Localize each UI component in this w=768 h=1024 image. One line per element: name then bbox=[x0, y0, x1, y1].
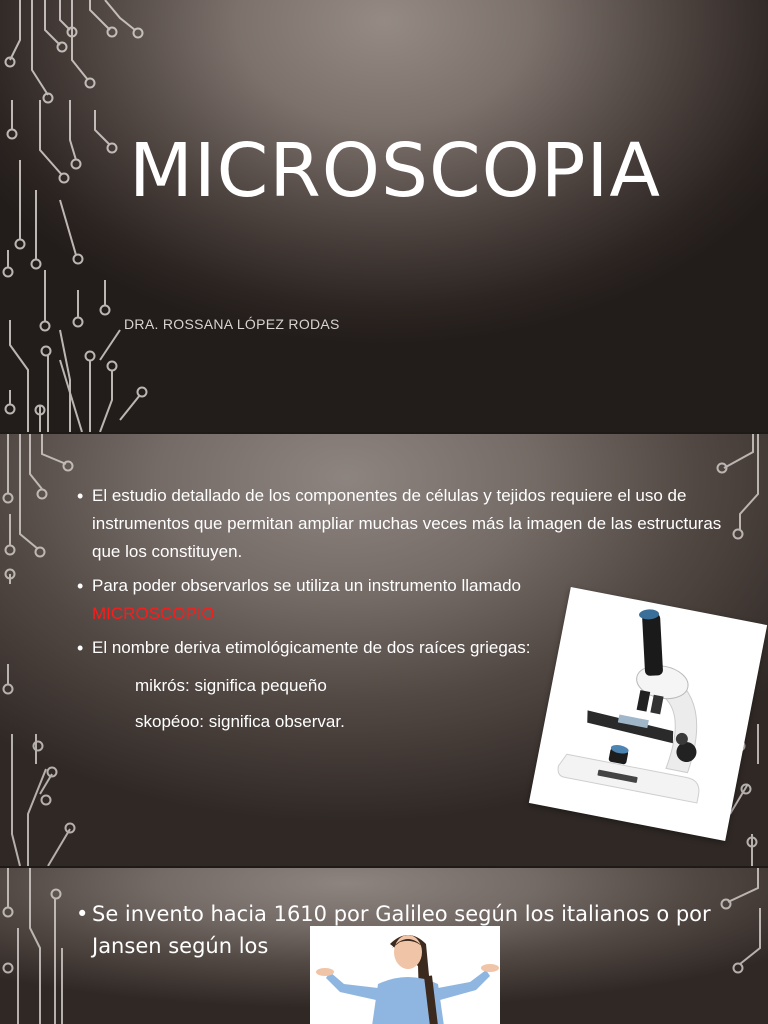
circuit-decoration-left bbox=[0, 868, 80, 1024]
microscope-icon bbox=[529, 587, 767, 841]
content-slide bbox=[0, 434, 768, 866]
title-slide bbox=[0, 0, 768, 432]
slide-subtitle: DRA. ROSSANA LÓPEZ RODAS bbox=[124, 316, 340, 332]
bullet-text: El nombre deriva etimológicamente de dos raíces griegas: bbox=[92, 638, 531, 657]
slide-title: MICROSCOPIA bbox=[129, 128, 661, 214]
microscope-image bbox=[529, 587, 767, 841]
bullet-item: • Se invento hacia 1610 por Galileo según los italianos o por Jansen según los bbox=[76, 898, 726, 962]
sub-item: skopéoo: significa observar. bbox=[135, 712, 345, 731]
highlight-word: MICROSCOPIO bbox=[92, 604, 215, 623]
person-icon bbox=[310, 926, 500, 1024]
shrugging-woman-image bbox=[310, 926, 500, 1024]
circuit-decoration bbox=[0, 0, 160, 432]
bullet-text: Para poder observarlos se utiliza un instrumento llamado bbox=[92, 576, 522, 595]
sub-item: mikrós: significa pequeño bbox=[135, 676, 327, 695]
bullet-text: El estudio detallado de los componentes de células y tejidos requiere el uso de instrumentos que permitan ampliar muchas veces más la imagen de las estructuras que los constituyen. bbox=[92, 486, 722, 561]
bullet-item bbox=[74, 482, 724, 566]
history-slide bbox=[0, 868, 768, 1024]
